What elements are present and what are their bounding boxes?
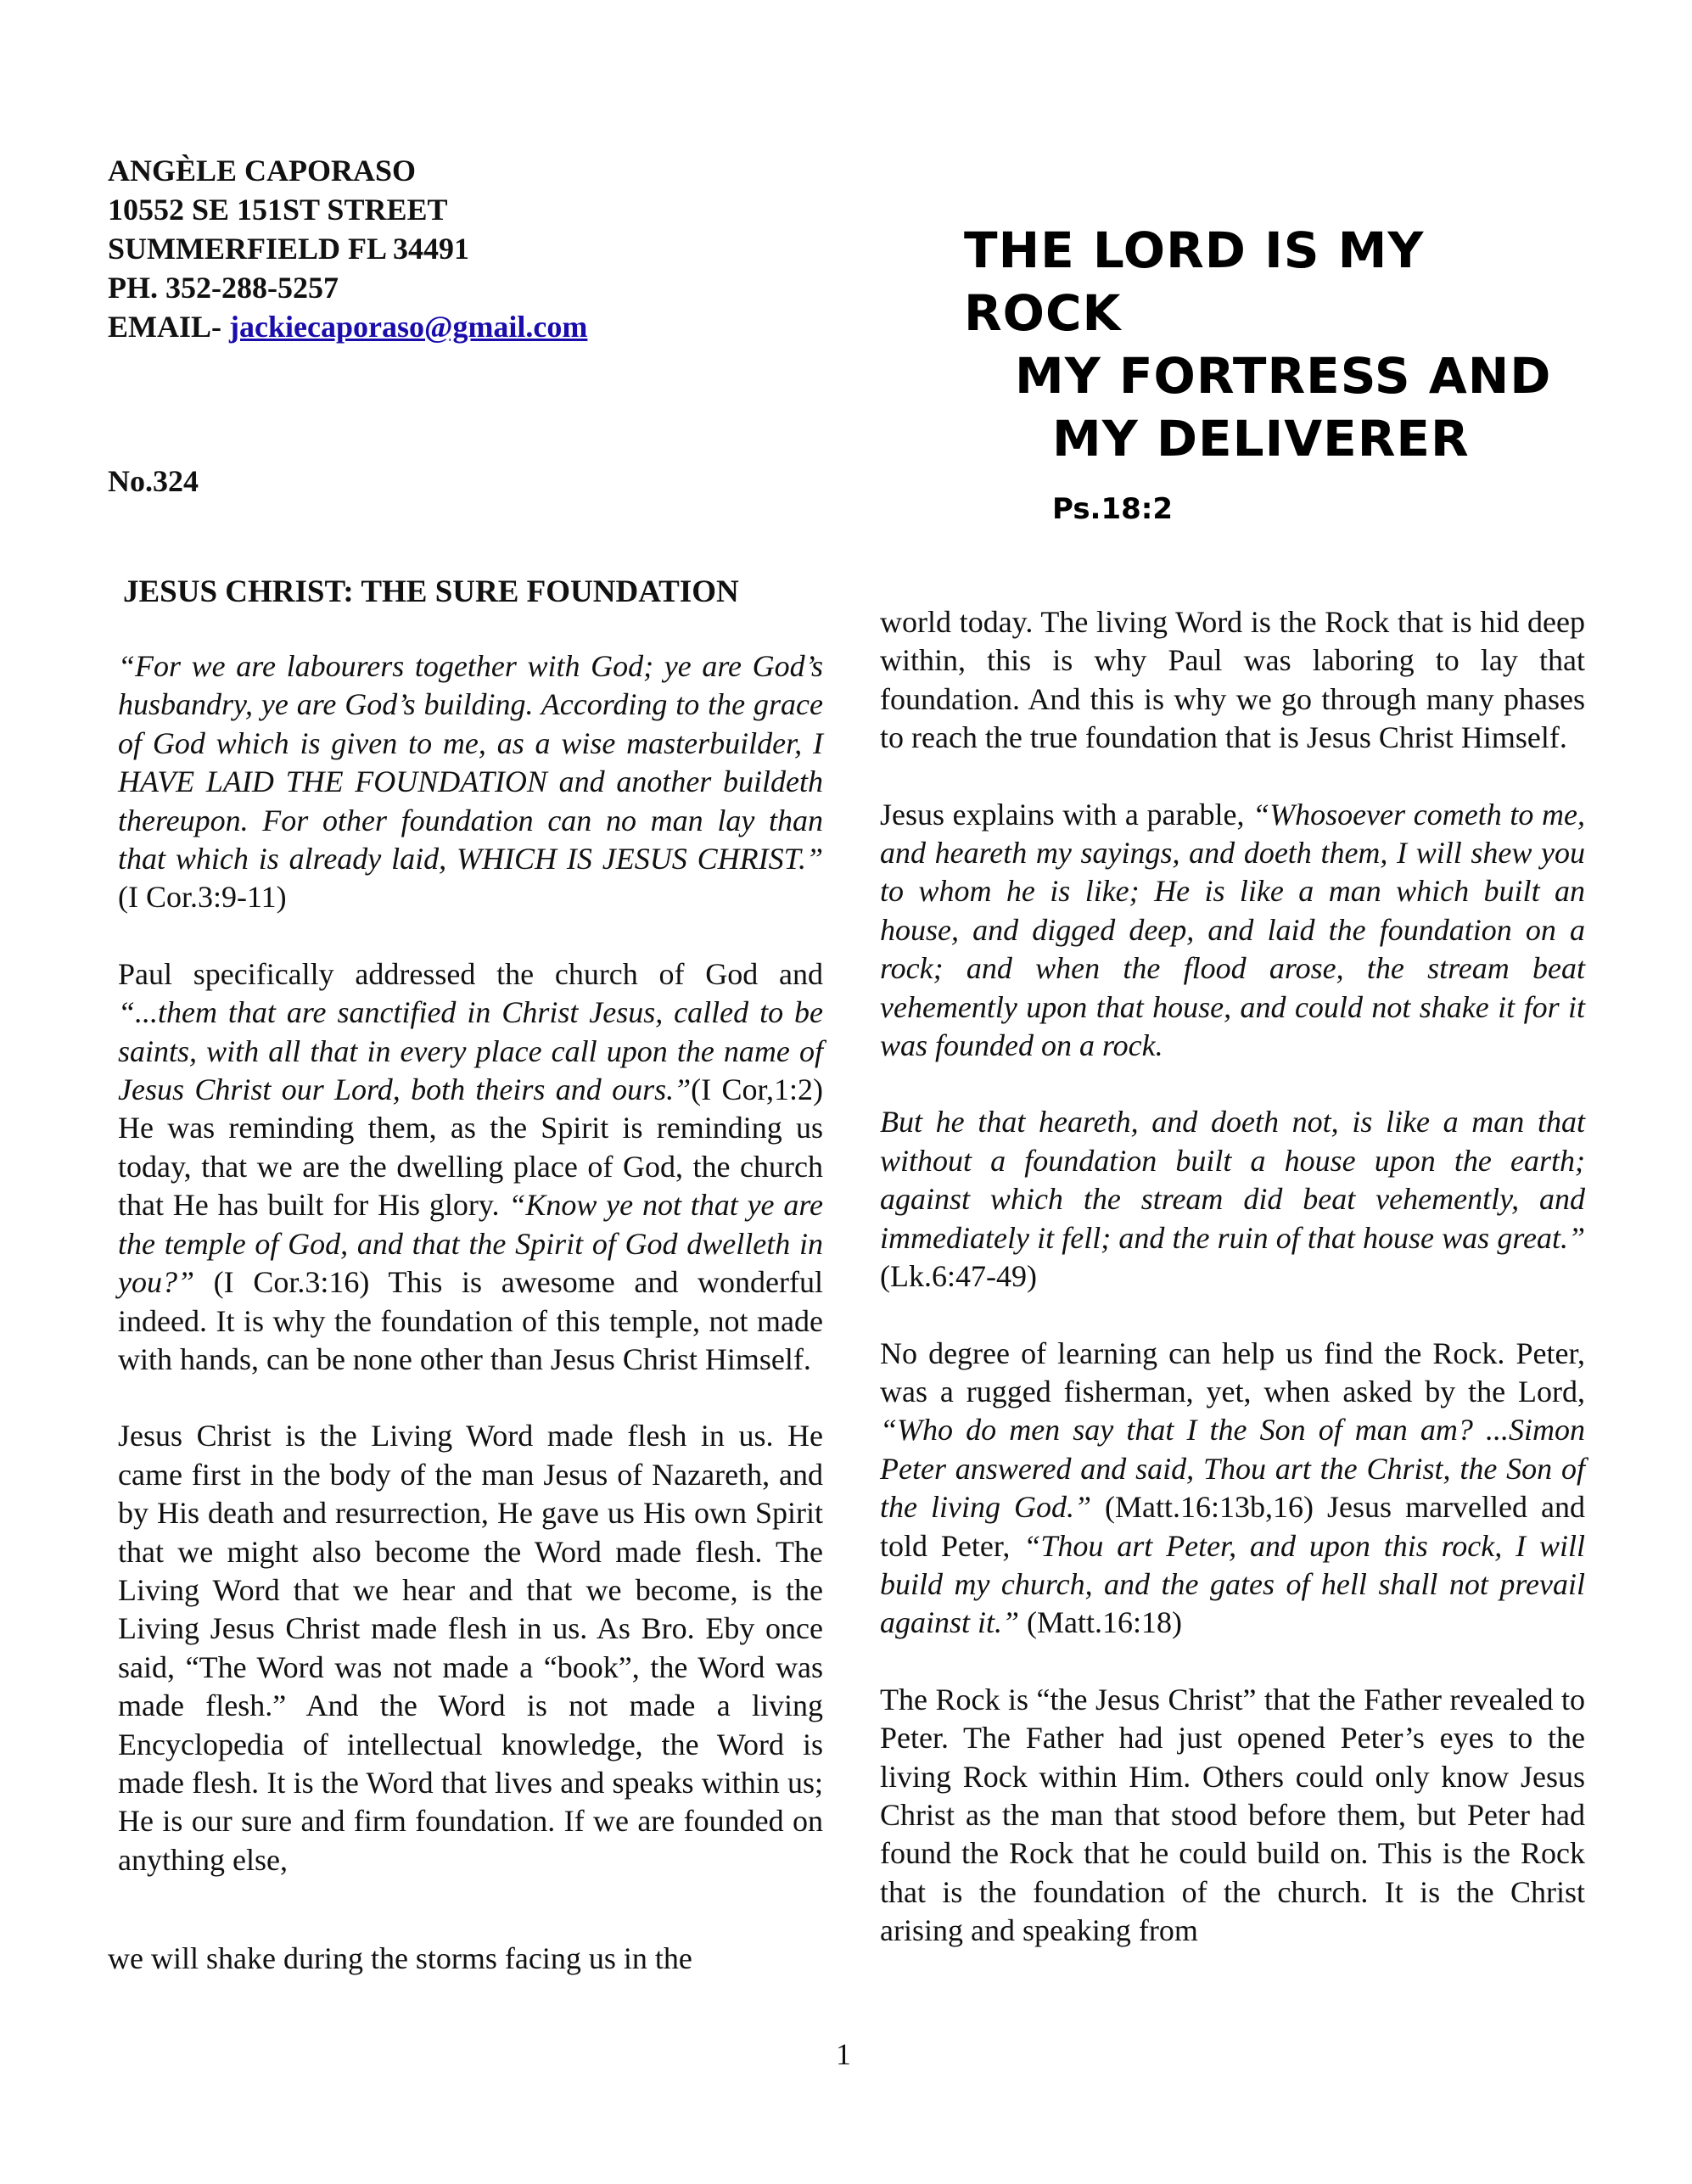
left-paragraph-2 [108, 955, 823, 1379]
right-paragraph-1: world today. The living Word is the Rock that is hid deep within, this is why Paul was laboring to lay that foundation. And this is why we go through many phases to reach the true foundation that is Jesus Christ Himself. [880, 605, 1585, 755]
right-paragraph-2 [870, 796, 1585, 1066]
banner-line-2: MY FORTRESS AND [1015, 347, 1552, 405]
paragraph-text: (I Cor,1:2) He was reminding them, as the Spirit is reminding us today, that we are the dwelling place of God, the church that He has built for His glory. [118, 1072, 824, 1223]
paragraph-text: Jesus explains with a parable, [880, 797, 1253, 832]
paragraph-text: Paul specifically addressed the church of God and [118, 956, 823, 991]
author-city: SUMMERFIELD FL 34491 [108, 232, 470, 266]
scripture-quote: But he that heareth, and doeth not, is like a man that without a foundation built a house upon the earth; against which the stream did beat vehemently, and immediately it fell; and the ruin of that house was great.” [880, 1105, 1585, 1255]
banner-line-1: THE LORD IS MY ROCK [964, 221, 1425, 342]
left-paragraph-1 [108, 647, 823, 917]
issue-number: No.324 [108, 464, 199, 498]
banner-line-3-text: MY DELIVERER [1052, 410, 1470, 468]
right-column [870, 603, 1585, 1951]
scripture-quote: “Know ye not that ye are the temple of God, and that the Spirit of God dwelleth in you?” [118, 1188, 824, 1300]
page-number: 1 [836, 2037, 851, 2071]
paragraph-text: (I Cor.3:16) This is awesome and wonderful indeed. It is why the foundation of this temple, not made with hands, can be none other than Jesus Christ Himself. [118, 1265, 823, 1376]
paragraph-text: No degree of learning can help us find the Rock. Peter, was a rugged fisherman, yet, when asked by the Lord, [880, 1336, 1585, 1408]
banner-reference: Ps.18:2 [1052, 492, 1174, 526]
scripture-quote: “Thou art Peter, and upon this rock, I will build my church, and the gates of hell shall not prevail against it.” [880, 1528, 1585, 1640]
scripture-quote: “For we are labourers together with God; ye are God’s husbandry, ye are God’s building. According to the grace of God which is given to me, as a wise masterbuilder, I HAVE LAID THE FOUNDATION and another buildeth thereupon. For other foundation can no man lay than that which is already laid, WHICH IS JESUS CHRIST.” [118, 649, 823, 876]
scripture-reference: (Matt.16:18) [1019, 1605, 1183, 1640]
author-name: ANGÈLE CAPORASO [108, 154, 417, 188]
banner-line-3 [849, 407, 1561, 540]
right-paragraph-3 [870, 1103, 1585, 1296]
scripture-reference: (Matt.16:13b,16) Jesus marvelled and told Peter, [880, 1490, 1586, 1563]
author-contact-block [108, 151, 702, 346]
author-email-line [108, 307, 702, 346]
author-street: 10552 SE 151ST STREET [108, 193, 448, 227]
scripture-reference: (Lk.6:47-49) [880, 1259, 1037, 1294]
author-phone: PH. 352-288-5257 [108, 271, 339, 305]
scripture-banner [849, 219, 1561, 540]
email-label: EMAIL- [108, 310, 229, 344]
scripture-quote: “...them that are sanctified in Christ Jesus, called to be saints, with all that in every place call upon the name of Jesus Christ our Lord, both theirs and ours.” [118, 995, 823, 1107]
left-column-last-line: we will shake during the storms facing us in the [108, 1941, 692, 1975]
scripture-reference: (I Cor.3:9-11) [118, 880, 287, 915]
article-title: JESUS CHRIST: THE SURE FOUNDATION [123, 574, 739, 609]
right-paragraph-5: The Rock is “the Jesus Christ” that the Father revealed to Peter. The Father had just opened Peter’s eyes to the living Rock within Him. Others could only know Jesus Christ as the man that stood before them, but Peter had found the Rock that he could build on. This is the Rock that is the foundation of the church. It is the Christ arising and speaking from [880, 1682, 1585, 1948]
scripture-quote: “Whosoever cometh to me, and heareth my sayings, and doeth them, I will shew you to whom he is like; He is like a man which built an house, and digged deep, and laid the foundation on a rock; and when the flood arose, the stream beat vehemently upon that house, and could not shake it for it was founded on a rock. [880, 797, 1585, 1063]
scripture-quote: “Who do men say that I the Son of man am? ...Simon Peter answered and said, Thou art the Christ, the Son of the living God.” [880, 1413, 1585, 1525]
left-paragraph-3: Jesus Christ is the Living Word made flesh in us. He came first in the body of the man Jesus of Nazareth, and by His death and resurrection, He gave us His own Spirit that we might also become the Word made flesh. The Living Word that we hear and that we become, is the Living Jesus Christ made flesh in us. As Bro. Eby once said, “The Word was not made a “book”, the Word was made flesh.” And the Word is not made a living Encyclopedia of intellectual knowledge, the Word is made flesh. It is the Word that lives and speaks within us; He is our sure and firm foundation. If we are founded on anything else, [118, 1419, 823, 1877]
left-column [108, 647, 823, 1879]
right-paragraph-4 [870, 1335, 1585, 1643]
email-link[interactable]: jackiecaporaso@gmail.com [229, 310, 588, 344]
